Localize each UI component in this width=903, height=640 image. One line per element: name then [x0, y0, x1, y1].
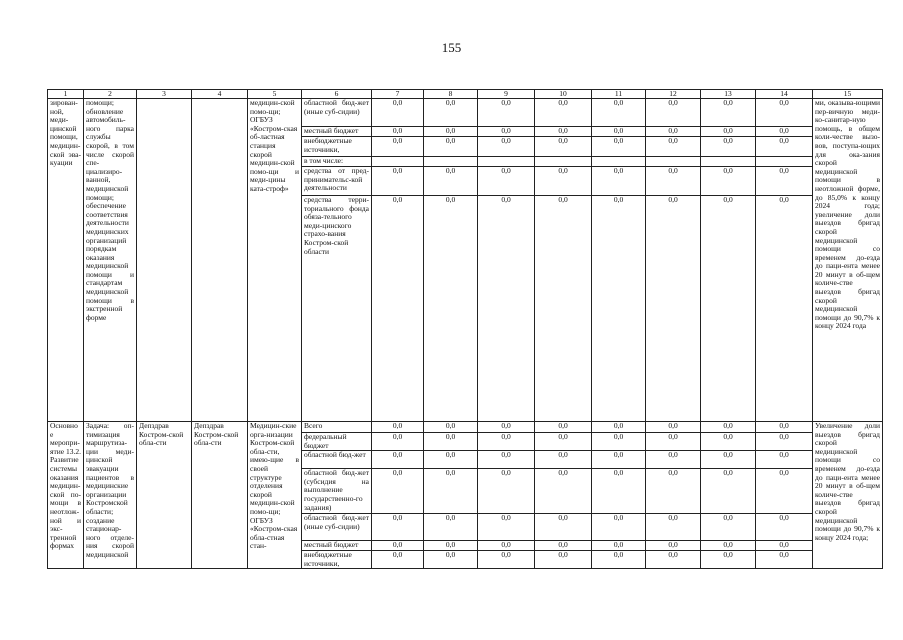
top-value-cell: 0,0 — [478, 137, 535, 157]
top-value-cell: 0,0 — [646, 196, 701, 422]
bottom-value-cell: 0,0 — [646, 469, 701, 514]
top-coexecutor-cell — [192, 99, 248, 422]
page-number: 155 — [441, 40, 462, 55]
bottom-value-cell: 0,0 — [424, 469, 478, 514]
bottom-value-cell: 0,0 — [478, 469, 535, 514]
top-value-cell: 0,0 — [646, 127, 701, 137]
bottom-value-cell: 0,0 — [372, 541, 424, 551]
bottom-value-cell: 0,0 — [592, 451, 646, 469]
top-value-cell: 0,0 — [701, 99, 756, 127]
top-value-cell: 0,0 — [372, 137, 424, 157]
bottom-value-cell: 0,0 — [535, 422, 592, 433]
top-value-cell: 0,0 — [424, 167, 478, 196]
top-value-cell: 0,0 — [646, 137, 701, 157]
bottom-value-cell: 0,0 — [372, 433, 424, 451]
bottom-task-cell: Задача: оп-тимизация маршрутиза-ции меди-цинской эвакуации пациентов в медицинские организации Костромской области; создание стационар-ного отделе-ния скорой медицинской — [84, 422, 137, 569]
bottom-value-cell: 0,0 — [478, 541, 535, 551]
top-value-cell — [646, 157, 701, 167]
bottom-value-cell: 0,0 — [535, 541, 592, 551]
bottom-value-cell: 0,0 — [372, 551, 424, 569]
top-value-cell — [372, 157, 424, 167]
bottom-value-cell: 0,0 — [756, 514, 813, 541]
bottom-value-cell: 0,0 — [646, 551, 701, 569]
bottom-value-cell: 0,0 — [478, 451, 535, 469]
top-task-cell: помощи; обновление автомобиль-ного парка службы скорой, в том числе скорой спе-циализиро-ванной, медицинской помощи; обеспечение соответствия деятельности медицинских организаций порядкам оказания медицинской помощи и стандартам медицинской помощи в экстренной форме — [84, 99, 137, 422]
bottom-value-cell: 0,0 — [372, 422, 424, 433]
column-header-5: 5 — [248, 90, 302, 99]
bottom-value-cell: 0,0 — [592, 514, 646, 541]
bottom-value-cell: 0,0 — [756, 551, 813, 569]
top-value-cell: 0,0 — [756, 196, 813, 422]
bottom-row — [48, 422, 883, 433]
bottom-value-cell: 0,0 — [701, 451, 756, 469]
top-value-cell: 0,0 — [592, 127, 646, 137]
top-value-cell: 0,0 — [701, 137, 756, 157]
bottom-source-label: федеральный бюджет — [302, 433, 372, 451]
top-source-label: средства от пред-принимательс-кой деятельности — [302, 167, 372, 196]
bottom-value-cell: 0,0 — [424, 422, 478, 433]
bottom-value-cell: 0,0 — [424, 541, 478, 551]
top-value-cell — [701, 157, 756, 167]
top-value-cell: 0,0 — [372, 127, 424, 137]
column-header-row — [48, 90, 883, 99]
bottom-value-cell: 0,0 — [756, 422, 813, 433]
bottom-measure-cell: Основное меропри-ятие 13.2. Развитие системы оказания медицин-ской по-мощи в неотлож-ной и экс-тренной формах — [48, 422, 84, 569]
bottom-value-cell: 0,0 — [756, 451, 813, 469]
bottom-value-cell: 0,0 — [756, 541, 813, 551]
top-source-label: средства терри-ториального фонда обяза-тельного меди-цинского страхо-вания Костром-ской области — [302, 196, 372, 422]
column-header-12: 12 — [646, 90, 701, 99]
bottom-value-cell: 0,0 — [592, 422, 646, 433]
bottom-value-cell: 0,0 — [646, 451, 701, 469]
bottom-value-cell: 0,0 — [646, 541, 701, 551]
bottom-value-cell: 0,0 — [701, 551, 756, 569]
top-measure-cell: зирован-ной, меди-цинской помощи, медицин-ской эва-куации — [48, 99, 84, 422]
bottom-coexecutor-cell: Депздрав Костром-ской обла-сти — [192, 422, 248, 569]
bottom-value-cell: 0,0 — [535, 514, 592, 541]
column-header-8: 8 — [424, 90, 478, 99]
top-value-cell: 0,0 — [646, 167, 701, 196]
top-value-cell: 0,0 — [701, 196, 756, 422]
bottom-value-cell: 0,0 — [478, 514, 535, 541]
top-value-cell: 0,0 — [424, 99, 478, 127]
top-value-cell: 0,0 — [535, 167, 592, 196]
column-header-9: 9 — [478, 90, 535, 99]
column-header-1: 1 — [48, 90, 84, 99]
bottom-value-cell: 0,0 — [372, 514, 424, 541]
top-value-cell: 0,0 — [592, 99, 646, 127]
column-header-10: 10 — [535, 90, 592, 99]
column-header-4: 4 — [192, 90, 248, 99]
top-value-cell: 0,0 — [478, 99, 535, 127]
top-value-cell: 0,0 — [646, 99, 701, 127]
bottom-value-cell: 0,0 — [478, 422, 535, 433]
bottom-value-cell: 0,0 — [646, 514, 701, 541]
top-value-cell: 0,0 — [424, 127, 478, 137]
bottom-value-cell: 0,0 — [372, 451, 424, 469]
bottom-value-cell: 0,0 — [701, 469, 756, 514]
bottom-value-cell: 0,0 — [592, 433, 646, 451]
bottom-value-cell: 0,0 — [592, 469, 646, 514]
bottom-value-cell: 0,0 — [424, 433, 478, 451]
bottom-value-cell: 0,0 — [372, 469, 424, 514]
bottom-value-cell: 0,0 — [646, 433, 701, 451]
top-value-cell — [478, 157, 535, 167]
top-value-cell: 0,0 — [478, 127, 535, 137]
top-value-cell: 0,0 — [424, 196, 478, 422]
bottom-value-cell: 0,0 — [535, 551, 592, 569]
bottom-result-cell: Увеличение доли выездов бригад скорой медицинской помощи со временем до-езда до паци-ента менее 20 минут в об-щем количе-стве выездов бригад скорой медицинской помощи до 90,7% к концу 2024 года; — [813, 422, 883, 569]
bottom-value-cell: 0,0 — [592, 541, 646, 551]
bottom-value-cell: 0,0 — [756, 433, 813, 451]
top-value-cell: 0,0 — [756, 137, 813, 157]
top-value-cell: 0,0 — [756, 99, 813, 127]
top-source-label: в том числе: — [302, 157, 372, 167]
bottom-participants-cell: Медицин-ские орга-низации Костром-ской обла-сти, имею-щие в своей структуре отделения скорой медицин-ской помо-щи; ОГБУЗ «Костром-ская обла-стная стан- — [248, 422, 302, 569]
top-value-cell: 0,0 — [478, 167, 535, 196]
bottom-value-cell: 0,0 — [592, 551, 646, 569]
bottom-source-label: Всего — [302, 422, 372, 433]
bottom-value-cell: 0,0 — [701, 514, 756, 541]
top-value-cell: 0,0 — [424, 137, 478, 157]
top-value-cell: 0,0 — [701, 167, 756, 196]
top-source-label: внебюджетные источники, — [302, 137, 372, 157]
top-value-cell — [592, 157, 646, 167]
bottom-value-cell: 0,0 — [701, 541, 756, 551]
column-header-7: 7 — [372, 90, 424, 99]
top-value-cell: 0,0 — [478, 196, 535, 422]
top-value-cell: 0,0 — [372, 99, 424, 127]
bottom-value-cell: 0,0 — [535, 433, 592, 451]
bottom-value-cell: 0,0 — [478, 433, 535, 451]
bottom-value-cell: 0,0 — [424, 451, 478, 469]
top-participants-cell: медицин-ской помо-щи; ОГБУЗ «Костром-ская об-ластная станция скорой медицин-ской помо-щи и меди-цины ката-строф» — [248, 99, 302, 422]
top-value-cell — [424, 157, 478, 167]
top-value-cell: 0,0 — [372, 196, 424, 422]
top-row — [48, 99, 883, 127]
top-value-cell: 0,0 — [592, 167, 646, 196]
bottom-source-label: областной бюд-жет — [302, 451, 372, 469]
column-header-11: 11 — [592, 90, 646, 99]
top-value-cell: 0,0 — [535, 196, 592, 422]
bottom-source-label: местный бюджет — [302, 541, 372, 551]
top-value-cell: 0,0 — [535, 127, 592, 137]
top-source-label: местный бюджет — [302, 127, 372, 137]
column-header-6: 6 — [302, 90, 372, 99]
top-value-cell: 0,0 — [592, 137, 646, 157]
bottom-responsible-cell: Депздрав Костром-ской обла-сти — [137, 422, 192, 569]
column-header-2: 2 — [84, 90, 137, 99]
bottom-value-cell: 0,0 — [424, 514, 478, 541]
bottom-value-cell: 0,0 — [756, 469, 813, 514]
bottom-source-label: внебюджетные источники, — [302, 551, 372, 569]
bottom-value-cell: 0,0 — [535, 451, 592, 469]
bottom-source-label: областной бюд-жет (субсидия на выполнение государственно-го задания) — [302, 469, 372, 514]
top-value-cell: 0,0 — [535, 99, 592, 127]
bottom-value-cell: 0,0 — [646, 422, 701, 433]
top-value-cell: 0,0 — [592, 196, 646, 422]
top-source-label: областной бюд-жет (иные суб-сидии) — [302, 99, 372, 127]
bottom-source-label: областной бюд-жет (иные суб-сидии) — [302, 514, 372, 541]
top-value-cell: 0,0 — [535, 137, 592, 157]
column-header-3: 3 — [137, 90, 192, 99]
bottom-value-cell: 0,0 — [478, 551, 535, 569]
top-value-cell — [756, 157, 813, 167]
top-result-cell: ми, оказыва-ющими пер-вичную меди-ко-санитар-ную помощь, в общем коли-честве вызо-вов, поступа-ющих для ока-зания скорой медицинской помощи в неотложной форме, до 85,0% к концу 2024 года; увеличение доли выездов бригад скорой медицинской помощи со временем до-езда до паци-ента менее 20 минут в об-щем количе-стве выездов бригад скорой медицинской помощи до 90,7% к концу 2024 года — [813, 99, 883, 422]
top-value-cell: 0,0 — [756, 167, 813, 196]
top-value-cell — [535, 157, 592, 167]
column-header-13: 13 — [701, 90, 756, 99]
top-responsible-cell — [137, 99, 192, 422]
top-value-cell: 0,0 — [701, 127, 756, 137]
bottom-value-cell: 0,0 — [701, 422, 756, 433]
bottom-value-cell: 0,0 — [535, 469, 592, 514]
column-header-15: 15 — [813, 90, 883, 99]
bottom-value-cell: 0,0 — [701, 433, 756, 451]
bottom-value-cell: 0,0 — [424, 551, 478, 569]
top-value-cell: 0,0 — [756, 127, 813, 137]
top-value-cell: 0,0 — [372, 167, 424, 196]
budget-table — [47, 89, 883, 569]
column-header-14: 14 — [756, 90, 813, 99]
